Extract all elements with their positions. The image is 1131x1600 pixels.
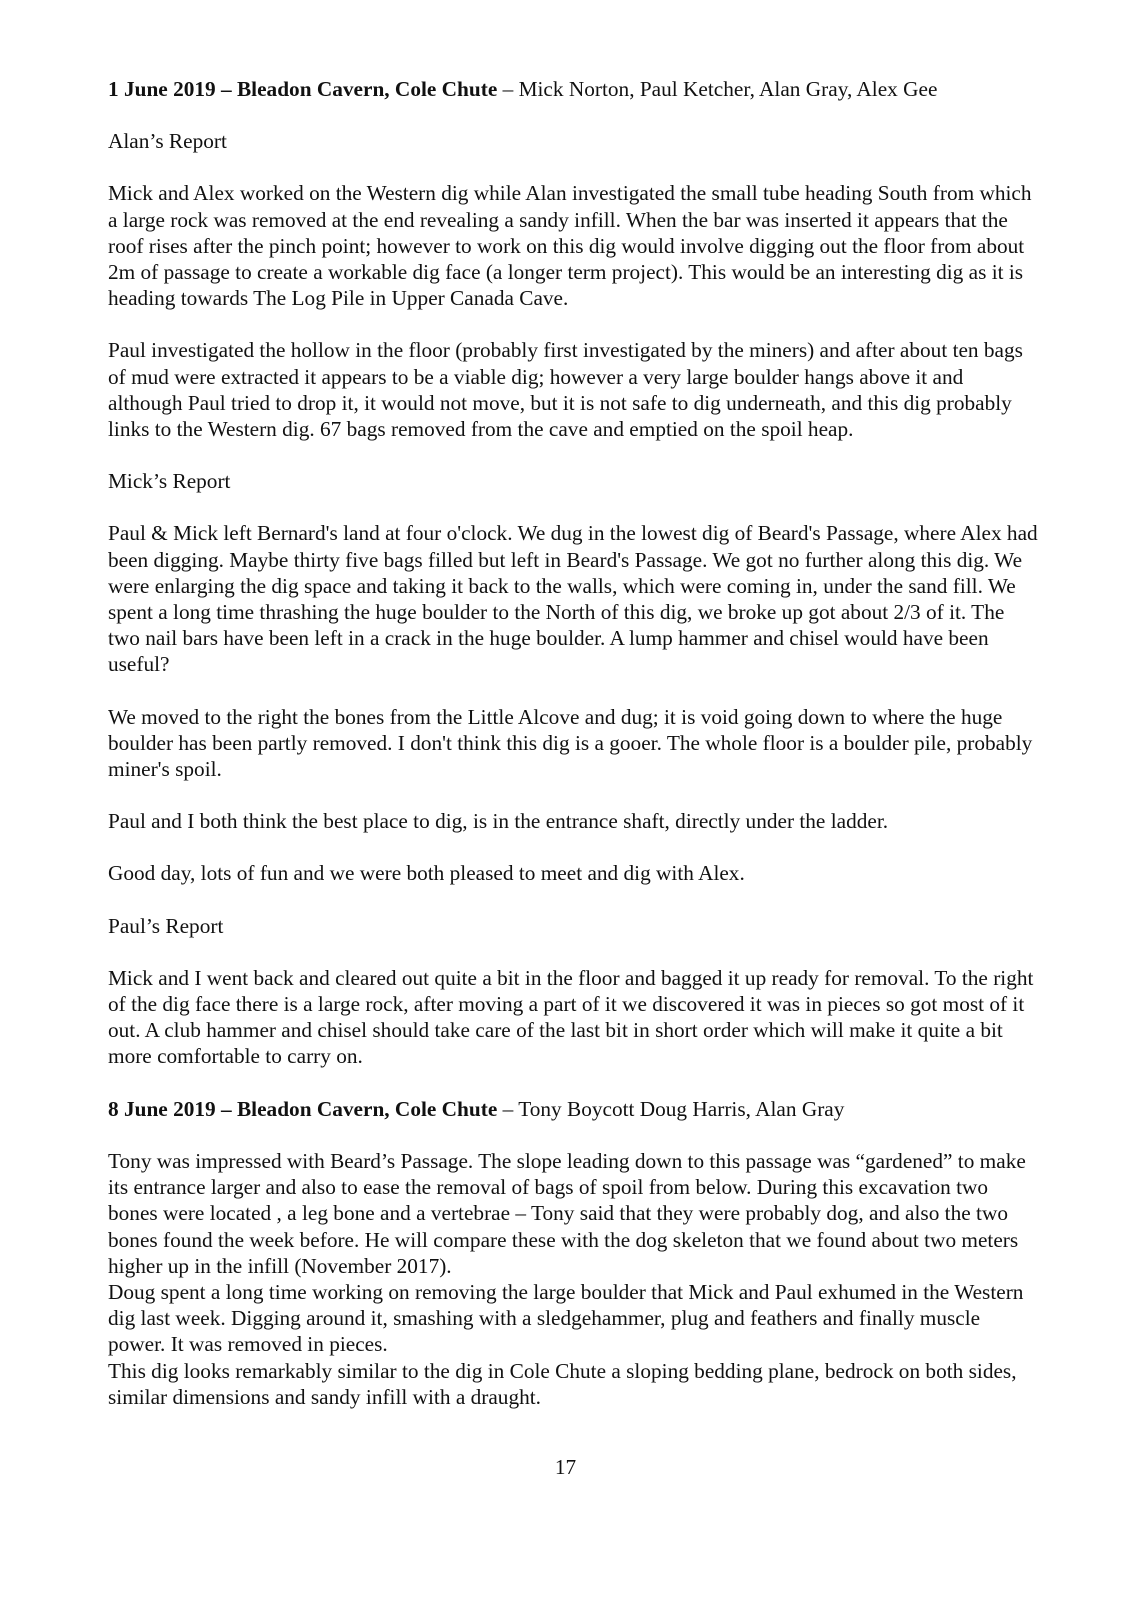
entry-attendees: Mick Norton, Paul Ketcher, Alan Gray, Alex Gee	[518, 77, 938, 101]
paragraph: Mick and I went back and cleared out quite a bit in the floor and bagged it up ready for removal. To the right of the dig face there is a large rock, after moving a part of it we discovered it was in pieces so got most of it out. A club hammer and chisel should take care of the last bit in short order which will make it quite a bit more comfortable to carry on.	[108, 965, 1034, 1069]
section-title-paul-report: Paul’s Report	[108, 913, 224, 938]
paragraph: Mick and Alex worked on the Western dig while Alan investigated the small tube heading South from which a large rock was removed at the end revealing a sandy infill. When the bar was inserted it appears that the roof rises after the pinch point; however to work on this dig would involve digging out the floor from about 2m of passage to create a workable dig face (a longer term project). This would be an interesting dig as it is heading towards The Log Pile in Upper Canada Cave.	[108, 181, 1032, 311]
paragraph: Good day, lots of fun and we were both pleased to meet and dig with Alex.	[108, 861, 745, 886]
entry-heading-8-june	[108, 1096, 1038, 1122]
paragraph: Paul and I both think the best place to dig, is in the entrance shaft, directly under the ladder.	[108, 809, 889, 834]
entry-heading-1-june	[108, 76, 1038, 102]
page-number: 17	[554, 1455, 577, 1479]
entry-date-site: 8 June 2019 – Bleadon Cavern, Cole Chute	[108, 1096, 498, 1121]
entry-date-site: 1 June 2019 – Bleadon Cavern, Cole Chute	[108, 77, 498, 101]
paragraph: Doug spent a long time working on removing the large boulder that Mick and Paul exhumed in the Western dig last week. Digging around it, smashing with a sledgehammer, plug and feathers and finally muscle power. It was removed in pieces.	[108, 1279, 1024, 1357]
section-title-mick-report: Mick’s Report	[108, 469, 231, 494]
paragraph: Paul investigated the hollow in the floor (probably first investigated by the miners) and after about ten bags of mud were extracted it appears to be a viable dig; however a very large boulder hangs above it and although Paul tried to drop it, it would not move, but it is not safe to dig underneath, and this dig probably links to the Western dig. 67 bags removed from the cave and emptied on the spoil heap.	[108, 338, 1023, 442]
paragraph: This dig looks remarkably similar to the dig in Cole Chute a sloping bedding plane, bedrock on both sides, similar dimensions and sandy infill with a draught.	[108, 1358, 1017, 1409]
heading-separator: –	[497, 1096, 519, 1121]
paragraph: Paul & Mick left Bernard's land at four o'clock. We dug in the lowest dig of Beard's Passage, where Alex had been digging. Maybe thirty five bags filled but left in Beard's Passage. We got no further along this dig. We were enlarging the dig space and taking it back to the walls, which were coming in, under the sand fill. We spent a long time thrashing the huge boulder to the North of this dig, we broke up got about 2/3 of it. The two nail bars have been left in a crack in the huge boulder. A lump hammer and chisel would have been useful?	[108, 521, 1038, 677]
document-page	[108, 76, 1038, 1410]
heading-separator: –	[497, 77, 519, 101]
section-title-alan-report: Alan’s Report	[108, 129, 227, 154]
paragraph: Tony was impressed with Beard’s Passage. The slope leading down to this passage was “gardened” to make its entrance larger and also to ease the removal of bags of spoil from below. During this excavation two bones were located , a leg bone and a vertebrae – Tony said that they were probably dog, and also the two bones found the week before. He will compare these with the dog skeleton that we found about two meters higher up in the infill (November 2017).	[108, 1148, 1026, 1278]
entry-attendees: Tony Boycott Doug Harris, Alan Gray	[518, 1096, 845, 1121]
paragraph: We moved to the right the bones from the Little Alcove and dug; it is void going down to where the huge boulder has been partly removed. I don't think this dig is a gooer. The whole floor is a boulder pile, probably miner's spoil.	[108, 704, 1033, 782]
